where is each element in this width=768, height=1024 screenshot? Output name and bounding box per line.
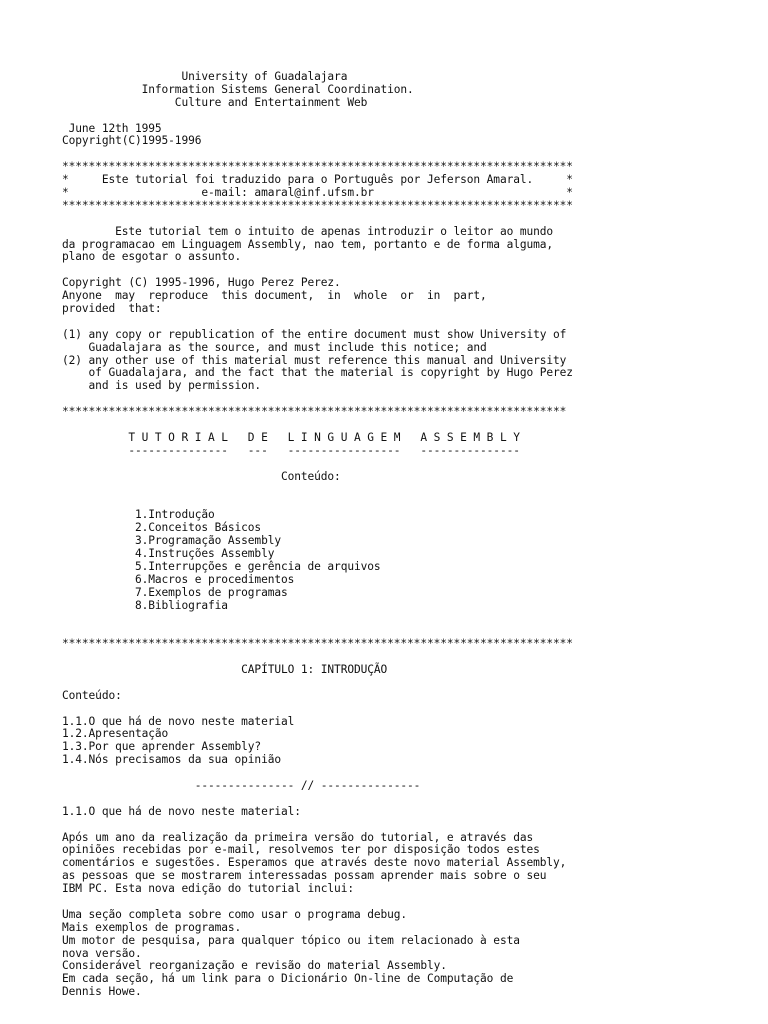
document-line: --------------- // --------------- [62,778,421,792]
document-line: Conteúdo: [62,688,122,702]
document-line [62,896,762,909]
document-line: nova versão. [62,946,142,960]
document-body [62,71,762,999]
document-line: Information Sistems General Coordination. [62,82,414,96]
document-line: Após um ano da realização da primeira versão do tutorial, e através das [62,830,534,844]
document-line: CAPÍTULO 1: INTRODUÇÃO [62,662,388,676]
document-line: * Este tutorial foi traduzido para o Português por Jeferson Amaral. * [62,173,573,187]
document-line: 6.Macros e procedimentos [62,572,295,586]
document-line: Este tutorial tem o intuito de apenas introduzir o leitor ao mundo [62,224,554,238]
document-line [62,793,762,806]
document-line [62,612,762,625]
document-line: 1.2.Apresentação [62,727,169,741]
document-line: 5.Interrupções e gerência de arquivos [62,559,381,573]
document-line: da programacao em Linguagem Assembly, nao tem, portanto e de forma alguma, [62,237,554,251]
document-line: **************************************************************************** [62,405,567,419]
document-line: 1.Introdução [62,508,215,522]
document-line: 2.Conceitos Básicos [62,521,262,535]
document-line: opiniões recebidas por e-mail, resolvemos ter por disposição todos estes [62,843,540,857]
document-line: and is used by permission. [62,379,262,393]
document-line: IBM PC. Esta nova edição do tutorial inclui: [62,882,354,896]
document-line: ***************************************************************************** [62,198,573,212]
document-line: Anyone may reproduce this document, in whole or in part, [62,289,487,303]
document-line [62,819,762,832]
document-line: T U T O R I A L D E L I N G U A G E M A S S E M B L Y [62,430,520,444]
document-line: Copyright (C) 1995-1996, Hugo Perez Perez. [62,276,341,290]
document-line [62,213,762,226]
document-line [62,419,762,432]
document-line [62,677,762,690]
document-line: 7.Exemplos de programas [62,585,288,599]
document-line: 1.3.Por que aprender Assembly? [62,740,262,754]
document-line: (1) any copy or republication of the entire document must show University of [62,327,567,341]
document-line [62,316,762,329]
document-line: Guadalajara as the source, and must include this notice; and [62,340,487,354]
document-line: plano de esgotar o assunto. [62,250,242,264]
document-line: Considerável reorganização e revisão do material Assembly. [62,959,447,973]
document-line: comentários e sugestões. Esperamos que através deste novo material Assembly, [62,856,567,870]
document-line: Dennis Howe. [62,985,142,999]
document-line: ***************************************************************************** [62,160,573,174]
document-line: Conteúdo: [62,469,341,483]
document-line: Culture and Entertainment Web [62,95,368,109]
document-line: as pessoas que se mostrarem interessadas possam aprender mais sobre o seu [62,869,547,883]
document-line: 1.1.O que há de novo neste material: [62,804,301,818]
document-line: --------------- --- ----------------- --------------- [62,443,520,457]
document-line [62,703,762,716]
document-line [62,458,762,471]
document-line: 4.Instruções Assembly [62,546,275,560]
document-line: 8.Bibliografia [62,598,228,612]
document-line: University of Guadalajara [62,70,348,83]
document-line: of Guadalajara, and the fact that the material is copyright by Hugo Perez [62,366,573,380]
document-line: 1.4.Nós precisamos da sua opinião [62,753,281,767]
document-line: provided that: [62,302,162,316]
document-line: June 12th 1995 [62,121,162,135]
document-line: (2) any other use of this material must reference this manual and University [62,353,567,367]
document-line [62,484,762,497]
document-line: Em cada seção, há um link para o Dicionário On-line de Computação de [62,972,514,986]
document-line: Um motor de pesquisa, para qualquer tópico ou item relacionado à esta [62,933,520,947]
document-line: Copyright(C)1995-1996 [62,134,202,148]
document-line: Uma seção completa sobre como usar o programa debug. [62,907,408,921]
document-line: 1.1.O que há de novo neste material [62,714,295,728]
document-line: ***************************************************************************** [62,637,573,651]
document-line: Mais exemplos de programas. [62,920,242,934]
document-line: 3.Programação Assembly [62,534,281,548]
document-line [62,110,762,123]
document-line: * e-mail: amaral@inf.ufsm.br * [62,186,573,200]
